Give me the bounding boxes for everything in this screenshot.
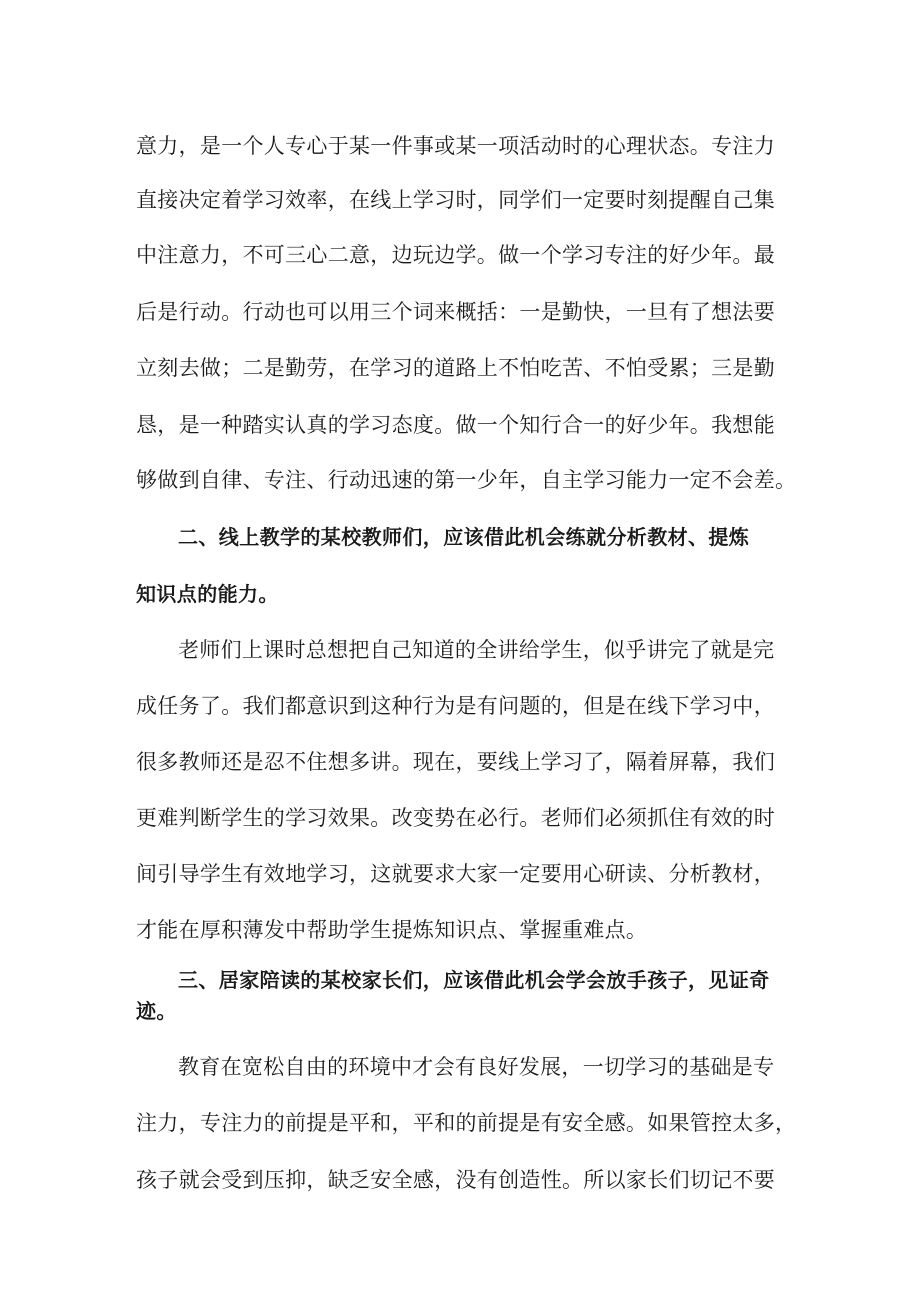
paragraph-2-line-6: 才能在厚积薄发中帮助学生提炼知识点、掌握重难点。 xyxy=(136,918,648,942)
heading-3-line-1: 三、居家陪读的某校家长们，应该借此机会学会放手孩子，见证奇 xyxy=(178,968,770,992)
heading-2-line-1: 二、线上教学的某校教师们，应该借此机会练就分析教材、提炼 xyxy=(178,525,750,549)
heading-3-line-2: 迹。 xyxy=(136,999,177,1023)
paragraph-1-line-2: 直接决定着学习效率，在线上学习时，同学们一定要时刻提醒自己集 xyxy=(136,188,775,212)
paragraph-2-line-5: 间引导学生有效地学习，这就要求大家一定要用心研读、分析教材， xyxy=(136,862,775,886)
paragraph-3-line-3: 孩子就会受到压抑，缺乏安全感，没有创造性。所以家长们切记不要 xyxy=(136,1168,775,1192)
paragraph-1-line-6: 恳，是一种踏实认真的学习态度。做一个知行合一的好少年。我想能 xyxy=(136,413,775,437)
paragraph-3-line-1: 教育在宽松自由的环境中才会有良好发展，一切学习的基础是专 xyxy=(178,1055,775,1079)
paragraph-2-line-3: 很多教师还是忍不住想多讲。现在，要线上学习了，隔着屏幕，我们 xyxy=(136,750,775,774)
paragraph-2-line-4: 更难判断学生的学习效果。改变势在必行。老师们必须抓住有效的时 xyxy=(136,806,775,830)
paragraph-2-line-1: 老师们上课时总想把自己知道的全讲给学生，似乎讲完了就是完 xyxy=(178,638,775,662)
paragraph-1-line-3: 中注意力，不可三心二意，边玩边学。做一个学习专注的好少年。最 xyxy=(136,243,775,267)
paragraph-1-line-5: 立刻去做；二是勤劳，在学习的道路上不怕吃苦、不怕受累；三是勤 xyxy=(136,356,775,380)
paragraph-3-line-2: 注力，专注力的前提是平和，平和的前提是有安全感。如果管控太多， xyxy=(136,1111,797,1135)
paragraph-1-line-4: 后是行动。行动也可以用三个词来概括：一是勤快，一旦有了想法要 xyxy=(136,300,775,324)
heading-2-line-2: 知识点的能力。 xyxy=(136,582,279,606)
paragraph-1-line-1: 意力，是一个人专心于某一件事或某一项活动时的心理状态。专注力 xyxy=(136,134,775,158)
paragraph-1-line-7: 够做到自律、专注、行动迅速的第一少年，自主学习能力一定不会差。 xyxy=(136,468,797,492)
paragraph-2-line-2: 成任务了。我们都意识到这种行为是有问题的，但是在线下学习中， xyxy=(136,694,775,718)
